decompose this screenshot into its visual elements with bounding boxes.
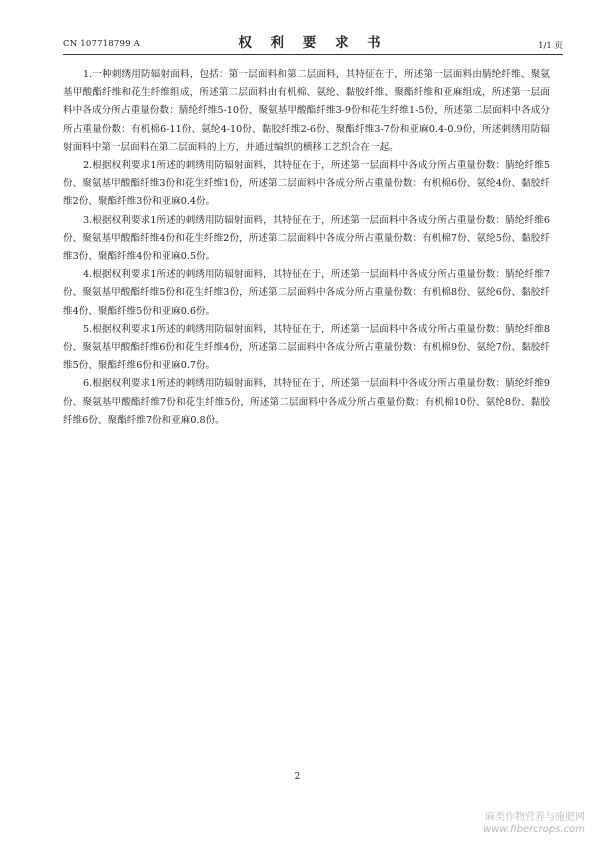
claims-body	[63, 66, 550, 430]
watermark	[483, 812, 585, 836]
watermark-site-name: 麻类作物营养与施肥网	[485, 812, 585, 823]
claim-1: 1.一种刺绣用防辐射面料，包括：第一层面料和第二层面料，其特征在于，所述第一层面料由腈纶纤维、聚氨基甲酸酯纤维和花生纤维组成，所述第二层面料由有机棉、氨纶、黏胶纤维、聚酯纤维和亚麻组成，所述第一层面料中各成分所占重量份数：腈纶纤维5-10份、聚氨基甲酸酯纤维3-9份和花生纤维1-5份，所述第二层面料中各成分所占重量份数：有机棉6-11份、氨纶4-10份、黏胶纤维2-6份、聚酯纤维3-7份和亚麻0.4-0.9份，所述刺绣用防辐射面料中第一层面料在第二层面料的上方，并通过编织的横移工艺织合在一起。	[63, 69, 550, 153]
publication-number: CN 107718799 A	[63, 39, 140, 49]
claim-4: 4.根据权利要求1所述的刺绣用防辐射面料，其特征在于，所述第一层面料中各成分所占重量份数：腈纶纤维7份、聚氨基甲酸酯纤维5份和花生纤维3份，所述第二层面料中各成分所占重量份数：有机棉8份、氨纶6份、黏胶纤维4份、聚酯纤维5份和亚麻0.6份。	[63, 269, 550, 317]
document-header	[63, 28, 563, 52]
claim-5: 5.根据权利要求1所述的刺绣用防辐射面料，其特征在于，所述第一层面料中各成分所占重量份数：腈纶纤维8份、聚氨基甲酸酯纤维6份和花生纤维4份，所述第二层面料中各成分所占重量份数：有机棉9份、氨纶7份、黏胶纤维5份、聚酯纤维6份和亚麻0.7份。	[63, 323, 550, 372]
claim-3: 3.根据权利要求1所述的刺绣用防辐射面料，其特征在于，所述第一层面料中各成分所占重量份数：腈纶纤维6份、聚氨基甲酸酯纤维4份和花生纤维2份，所述第二层面料中各成分所占重量份数：有机棉7份、氨纶5份、黏胶纤维3份、聚酯纤维4份和亚麻0.5份。	[63, 214, 550, 263]
header-divider	[63, 54, 563, 55]
claim-6: 6.根据权利要求1所述的刺绣用防辐射面料，其特征在于，所述第一层面料中各成分所占重量份数：腈纶纤维9份、聚氨基甲酸酯纤维7份和花生纤维5份，所述第二层面料中各成分所占重量份数：有机棉10份、氨纶8份、黏胶纤维6份、聚酯纤维7份和亚麻0.8份。	[63, 378, 550, 426]
page-indicator: 1/1 页	[538, 41, 563, 51]
claim-2: 2.根据权利要求1所述的刺绣用防辐射面料，其特征在于，所述第一层面料中各成分所占重量份数：腈纶纤维5份、聚氨基甲酸酯纤维3份和花生纤维1份，所述第二层面料中各成分所占重量份数：有机棉6份、氨纶4份、黏胶纤维2份、聚酯纤维3份和亚麻0.4份。	[63, 160, 550, 208]
watermark-url: www.fibercrops.com	[483, 824, 585, 835]
document-title: 权 利 要 求 书	[238, 35, 388, 51]
page-number: 2	[294, 772, 301, 782]
